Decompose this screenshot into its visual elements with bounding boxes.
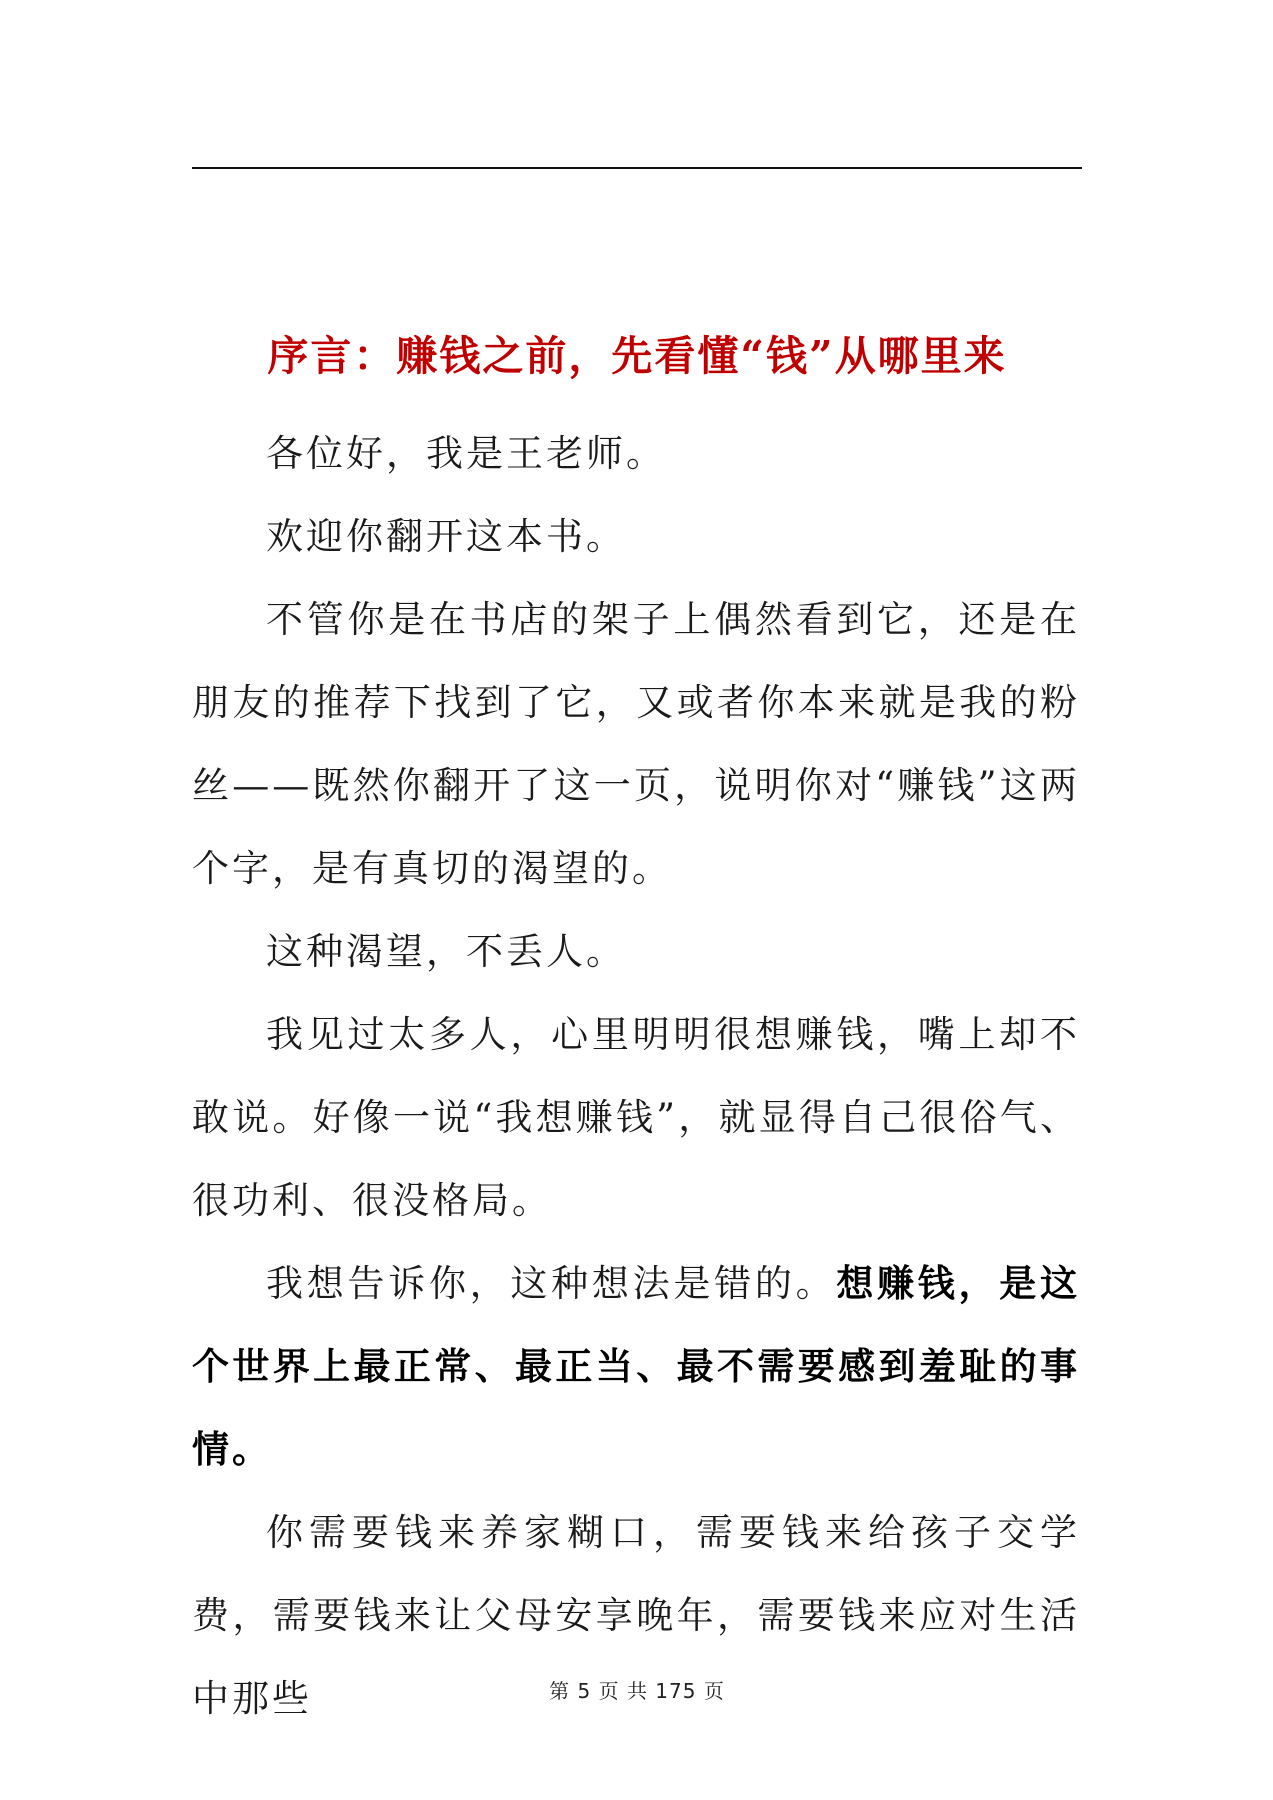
page-number: 第 5 页 共 175 页 (549, 1679, 725, 1703)
paragraph: 你需要钱来养家糊口，需要钱来给孩子交学费，需要钱来让父母安享晚年，需要钱来应对生活中那些 (192, 1511, 1080, 1720)
bold-statement: 想赚钱，是这个世界上最正常、最正当、最不需要感到羞耻的事情。 (192, 1261, 1081, 1471)
paragraph: 这种渴望，不丢人。 (266, 930, 626, 973)
paragraph: 欢迎你翻开这本书。 (266, 515, 626, 558)
chapter-title: 序言：赚钱之前，先看懂“钱”从哪里来 (267, 332, 1007, 380)
paragraph (192, 1242, 1080, 1491)
paragraph-text: 我想告诉你，这种想法是错的。 (266, 1262, 837, 1305)
body-text (192, 412, 1080, 1740)
paragraph: 我见过太多人，心里明明很想赚钱，嘴上却不敢说。好像一说“我想赚钱”，就显得自己很俗气、很功利、很没格局。 (192, 1013, 1080, 1222)
paragraph: 各位好，我是王老师。 (266, 432, 666, 475)
paragraph: 不管你是在书店的架子上偶然看到它，还是在朋友的推荐下找到了它，又或者你本来就是我的粉丝——既然你翻开了这一页，说明你对“赚钱”这两个字，是有真切的渴望的。 (192, 598, 1080, 890)
header-rule (192, 167, 1082, 169)
